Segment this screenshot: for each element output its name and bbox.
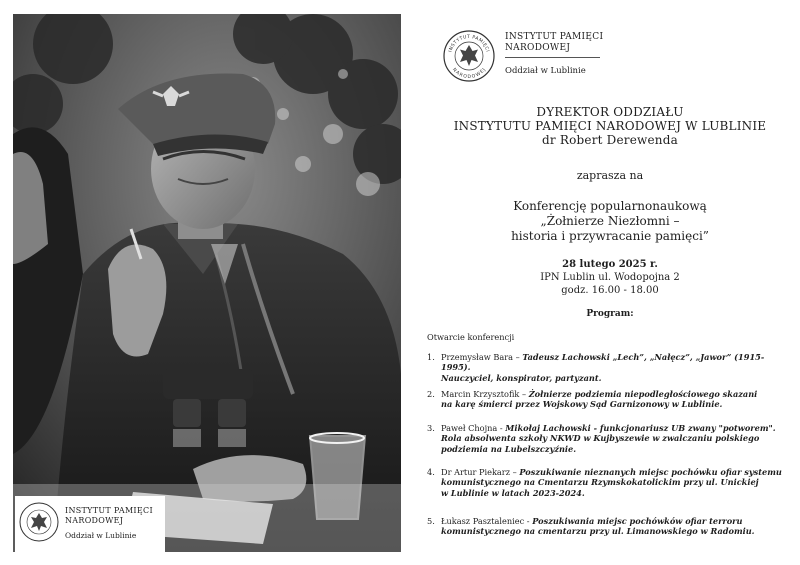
header-logo-branch: Oddział w Lublinie bbox=[505, 66, 586, 76]
program-item-title-line: Mikołaj Lachowski - funkcjonariusz UB zwany "potworem". bbox=[505, 423, 776, 433]
program-item-speaker: Przemysław Bara – bbox=[441, 352, 523, 362]
program-item-title-line: Tadeusz Lachowski „Lech”, „Nałęcz”, „Jawor” (1915-1995). bbox=[441, 352, 765, 373]
program-item-number: 3. bbox=[427, 423, 435, 433]
photo-logo-name bbox=[65, 506, 153, 526]
photo-logo-name-line2: NARODOWEJ bbox=[65, 516, 124, 525]
historical-photo bbox=[13, 14, 401, 552]
program-item-title-line: komunistycznego na cmentarzu przy ul. Limanowskiego w Radomiu. bbox=[441, 526, 755, 537]
event-details bbox=[420, 258, 800, 297]
invites-text: zaprasza na bbox=[576, 169, 644, 182]
program-item-number: 5. bbox=[427, 516, 435, 526]
host-block bbox=[420, 105, 800, 147]
event-hours: godz. 16.00 - 18.00 bbox=[561, 285, 659, 296]
program-item-speaker: Marcin Krzysztofik – bbox=[441, 389, 529, 399]
program-item-title-line: Żołnierze podziemia niepodległościowego skazani bbox=[528, 389, 758, 399]
header-logo-name-line2: NARODOWEJ bbox=[505, 43, 571, 53]
header-logo-name bbox=[505, 32, 603, 54]
ipn-seal-icon bbox=[19, 502, 59, 542]
seal-bottom-text: NARODOWEJ bbox=[451, 67, 488, 81]
program-item-title-line: Poszukiwania miejsc pochówków ofiar terroru bbox=[532, 516, 743, 526]
program-item-speaker: Paweł Chojna - bbox=[441, 423, 506, 433]
host-line1: DYREKTOR ODDZIAŁU bbox=[536, 105, 684, 119]
program-item-speaker: Łukasz Pasztaleniec - bbox=[441, 516, 533, 526]
host-name: dr Robert Derewenda bbox=[542, 133, 678, 147]
seal-top-text: INSTYTUT PAMIĘCI bbox=[448, 34, 490, 53]
conference-title-line1: Konferencję popularnonaukową bbox=[513, 199, 707, 213]
program-item-number: 2. bbox=[427, 389, 435, 399]
photo-logo-branch: Oddział w Lublinie bbox=[65, 531, 137, 540]
photo-logo-name-line1: INSTYTUT PAMIĘCI bbox=[65, 506, 153, 515]
program-item-number: 1. bbox=[427, 352, 435, 362]
program-heading: Program: bbox=[586, 309, 634, 319]
conference-title bbox=[420, 199, 800, 244]
header-logo-name-line1: INSTYTUT PAMIĘCI bbox=[505, 32, 604, 42]
photo-ipn-logo bbox=[15, 496, 165, 552]
event-date: 28 lutego 2025 r. bbox=[562, 259, 658, 270]
event-place: IPN Lublin ul. Wodopojna 2 bbox=[540, 272, 680, 283]
program-item-title-line: Poszukiwanie nieznanych miejsc pochówku ofiar systemu bbox=[519, 467, 782, 477]
program-item-title-line: Rola absolwenta szkoły NKWD w Kujbyszewie w zwalczaniu polskiego bbox=[441, 433, 760, 444]
host-line2: INSTYTUTU PAMIĘCI NARODOWEJ W LUBLINIE bbox=[453, 119, 767, 133]
program-item-title-line: na karę śmierci przez Wojskowy Sąd Garnizonowy w Lublinie. bbox=[441, 399, 723, 410]
header-logo-divider bbox=[505, 57, 600, 58]
program-item-speaker: Dr Artur Piekarz – bbox=[441, 467, 520, 477]
ipn-seal-icon bbox=[443, 30, 495, 82]
glass-icon bbox=[310, 433, 365, 519]
conference-title-line3: historia i przywracanie pamięci” bbox=[511, 229, 709, 243]
program-opening: Otwarcie konferencji bbox=[427, 332, 515, 342]
soldier-portrait-image bbox=[13, 14, 401, 552]
program-item-number: 4. bbox=[427, 467, 435, 477]
program-item-title-line: w Lublinie w latach 2023-2024. bbox=[441, 487, 585, 498]
conference-title-line2: „Żołnierze Niezłomni – bbox=[540, 214, 680, 228]
program-item-title-line: Nauczyciel, konspirator, partyzant. bbox=[441, 372, 602, 383]
header-ipn-logo bbox=[443, 28, 643, 88]
program-item-title-line: podziemia na Lubelszczyźnie. bbox=[441, 443, 577, 454]
program-item-title-line: komunistycznego na Cmentarzu Rzymskokatolickim przy ul. Unickiej bbox=[441, 477, 759, 488]
